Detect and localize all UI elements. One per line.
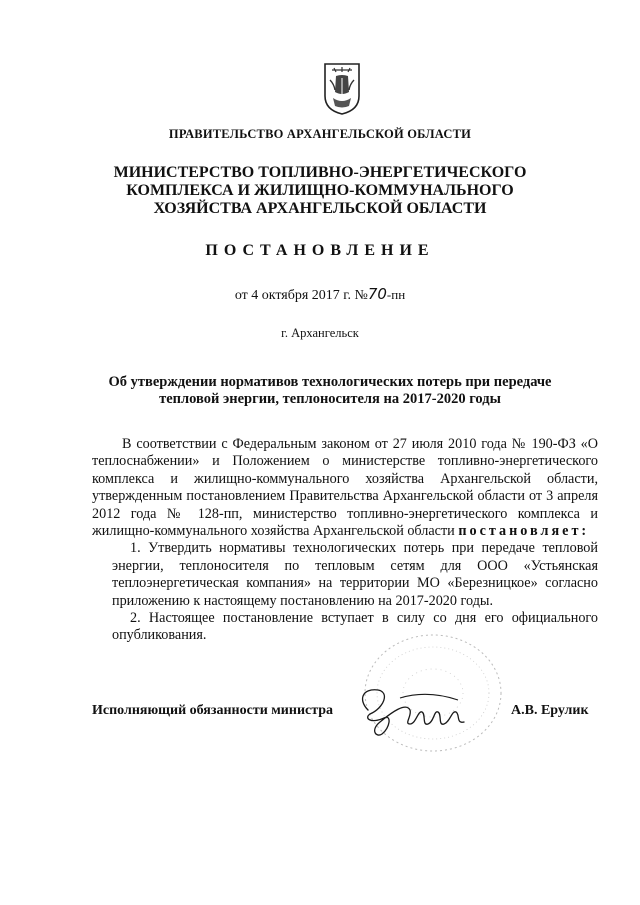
signer-name: А.В. Ерулик: [511, 703, 589, 718]
document-type: ПОСТАНОВЛЕНИЕ: [205, 242, 435, 259]
ministry-line: КОМПЛЕКСА И ЖИЛИЩНО-КОММУНАЛЬНОГО: [126, 182, 514, 199]
ministry-line: ХОЗЯЙСТВА АРХАНГЕЛЬСКОЙ ОБЛАСТИ: [153, 200, 487, 217]
city: г. Архангельск: [281, 326, 359, 340]
decree-colon: :: [581, 523, 590, 540]
coat-of-arms-icon: [322, 62, 362, 116]
document-date: [0, 285, 640, 304]
signer-title: Исполняющий обязанности министра: [92, 703, 334, 718]
document-subject: [95, 374, 565, 408]
government-header: ПРАВИТЕЛЬСТВО АРХАНГЕЛЬСКОЙ ОБЛАСТИ: [168, 127, 472, 141]
signature-icon: [340, 680, 485, 742]
decree-word: постановляет: [458, 523, 582, 540]
document-number: 70: [367, 285, 387, 303]
date-prefix: от 4 октября 2017 г. №: [234, 288, 368, 303]
ministry-name: [0, 164, 640, 218]
date-suffix: -пн: [386, 287, 406, 302]
document-body: [92, 436, 598, 645]
subject-line: тепловой энергии, теплоносителя на 2017-2020 годы: [159, 391, 501, 407]
intro-paragraph: [92, 436, 598, 540]
subject-line: Об утверждении нормативов технологических потерь при передаче: [108, 374, 552, 390]
ministry-line: МИНИСТЕРСТВО ТОПЛИВНО-ЭНЕРГЕТИЧЕСКОГО: [113, 164, 527, 181]
intro-text: В соответствии с Федеральным законом от 27 июля 2010 года № 190-ФЗ «О теплоснабжении» и Положением о министерстве топливно-энергетического комплекса и жилищно-коммунального хозяйства Архангельской области, утвержденным постановлением Правительства Архангельской области от 3 апреля 2012 года № 128-пп, министерство топливно-энергетического комплекса и жилищно-коммунального хозяйства Архангельской области: [92, 436, 598, 540]
list-item: 2. Настоящее постановление вступает в силу со дня его официального опубликования.: [112, 610, 598, 644]
list-item: 1. Утвердить нормативы технологических потерь при передаче тепловой энергии, теплоносителя по тепловым сетям для ООО «Устьянская теплоэнергетическая компания» на территории МО «Березницкое» согласно приложению к настоящему постановлению на 2017-2020 годы.: [112, 540, 598, 609]
